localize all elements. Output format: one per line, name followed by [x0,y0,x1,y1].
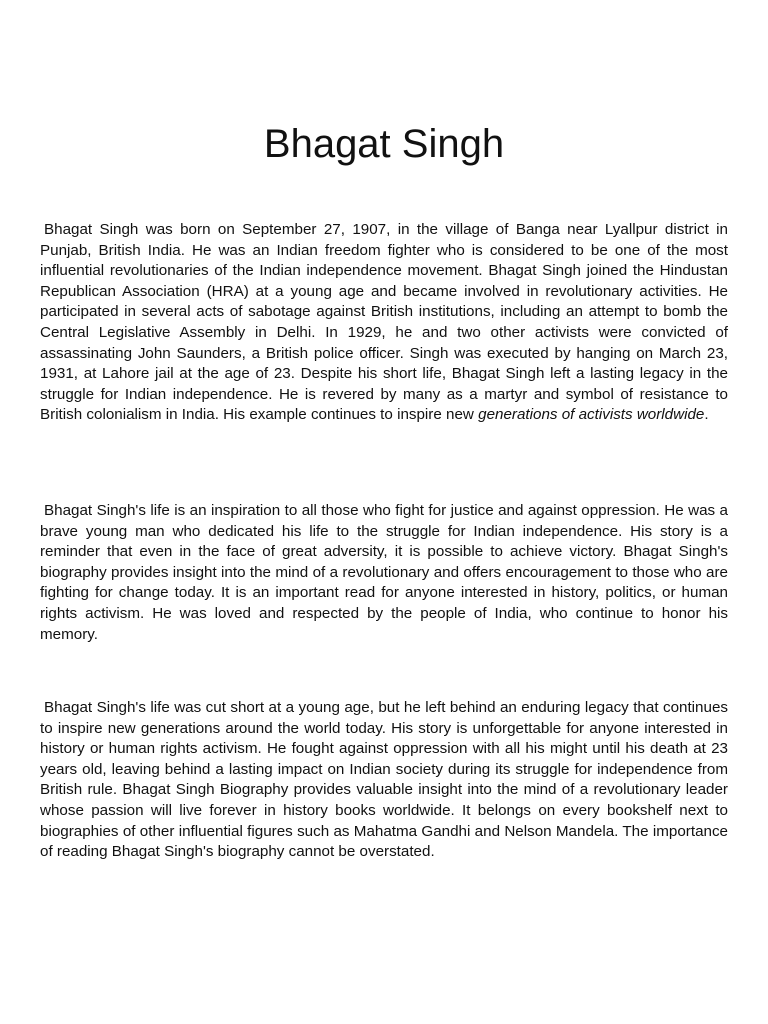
paragraph-2: Bhagat Singh's life is an inspiration to all those who fight for justice and against oppression. He was a brave young man who dedicated his life to the struggle for Indian independence. His story is a reminder that even in the face of great adversity, it is possible to achieve victory. Bhagat Singh's biography provides insight into the mind of a revolutionary and offers encouragement to those who are fighting for change today. It is an important read for anyone interested in history, politics, or human rights activism. He was loved and respected by the people of India, who continue to honor his memory. [40,502,728,643]
page-title: Bhagat Singh [263,122,505,166]
paragraph-1 [40,220,728,426]
paragraph-1-end: . [704,406,709,424]
paragraph-1-italic-text: generations of activists worldwide [478,406,705,424]
paragraph-1-text: Bhagat Singh was born on September 27, 1907, in the village of Banga near Lyallpur district in Punjab, British India. He was an Indian freedom fighter who is considered to be one of the most influential revolutionaries of the Indian independence movement. Bhagat Singh joined the Hindustan Republican Association (HRA) at a young age and became involved in revolutionary activities. He participated in several acts of sabotage against British institutions, including an attempt to bomb the Central Legislative Assembly in Delhi. In 1929, he and two other activists were convicted of assassinating John Saunders, a British police officer. Singh was executed by hanging on March 23, 1931, at Lahore jail at the age of 23. Despite his short life, Bhagat Singh left a lasting legacy in the struggle for Indian independence. He is revered by many as a martyr and symbol of resistance to British colonialism in India. His example continues to inspire new [40,221,728,424]
paragraph-3: Bhagat Singh's life was cut short at a young age, but he left behind an enduring legacy that continues to inspire new generations around the world today. His story is unforgettable for anyone interested in history or human rights activism. He fought against oppression with all his might until his death at 23 years old, leaving behind a lasting impact on Indian society during its struggle for independence from British rule. Bhagat Singh Biography provides valuable insight into the mind of a revolutionary leader whose passion will live forever in history books worldwide. It belongs on every bookshelf next to biographies of other influential figures such as Mahatma Gandhi and Nelson Mandela. The importance of reading Bhagat Singh's biography cannot be overstated. [40,699,728,861]
